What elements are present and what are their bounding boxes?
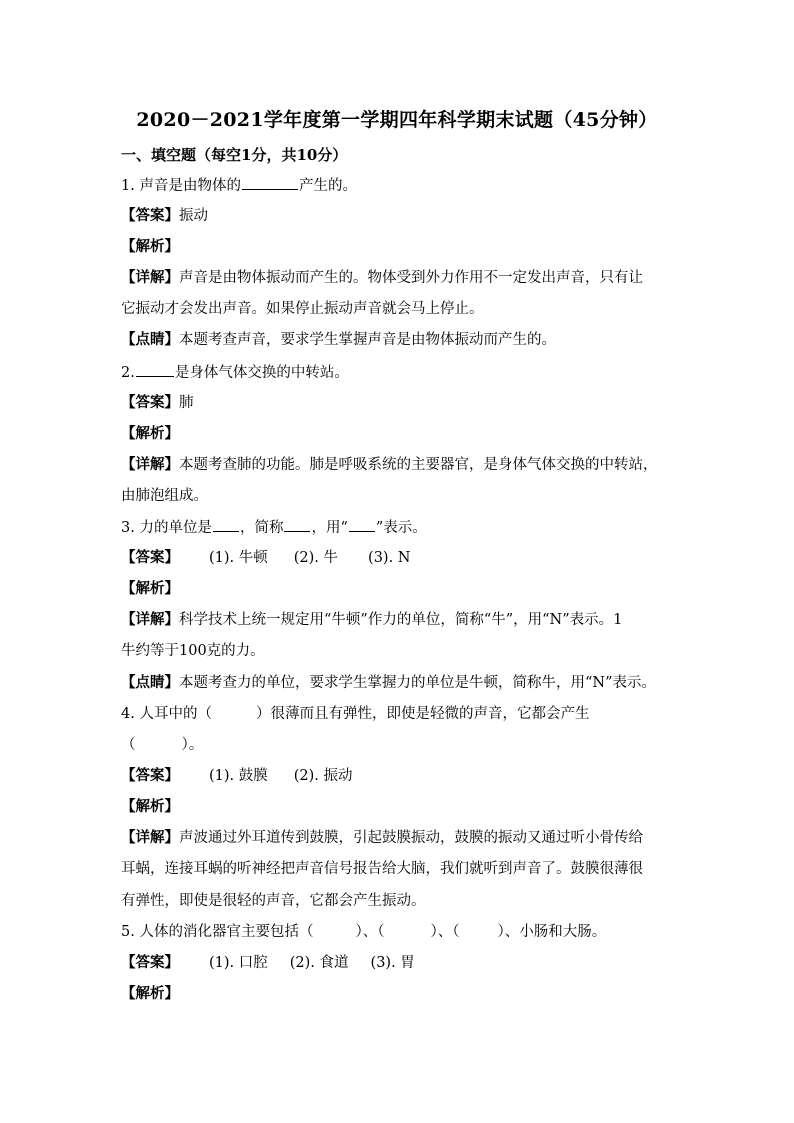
detail-1-cont: 它振动才会发出声音。如果停止振动声音就会马上停止。	[121, 301, 484, 317]
detail-4-cont: 耳蜗，连接耳蜗的听神经把声音信号报告给大脑，我们就听到声音了。鼓膜很薄很	[121, 861, 643, 877]
question-4: 4. 人耳中的（ ）很薄而且有弹性，即使是轻微的声音，它都会产生	[121, 706, 590, 722]
detail-3: 【详解】科学技术上统一规定用“牛顿”作力的单位，简称“牛”，用“N”表示。1	[121, 611, 623, 628]
answer-3: 【答案】 (1). 牛顿 (2). 牛 (3). N	[121, 549, 411, 566]
detail-2-cont: 由肺泡组成。	[121, 488, 208, 504]
analysis-label-3: 【解析】	[121, 580, 179, 597]
answer-blank	[284, 517, 310, 532]
question-2: 2. 是身体气体交换的中转站。	[121, 362, 681, 383]
answer-5: 【答案】 (1). 口腔 (2). 食道 (3). 胃	[121, 954, 415, 971]
question-1: 1. 声音是由物体的 产生的。	[121, 175, 681, 196]
analysis-label-1: 【解析】	[121, 238, 179, 255]
answer-blank	[349, 517, 375, 532]
answer-4: 【答案】 (1). 鼓膜 (2). 振动	[121, 767, 353, 784]
detail-3-cont: 牛约等于100克的力。	[121, 643, 265, 659]
analysis-label-5: 【解析】	[121, 985, 179, 1002]
detail-1: 【详解】声音是由物体振动而产生的。物体受到外力作用不一定发出声音，只有让	[121, 269, 643, 286]
question-5: 5. 人体的消化器官主要包括（ ）、（ ）、（ ）、小肠和大肠。	[121, 924, 607, 940]
answer-blank	[242, 175, 298, 190]
point-3: 【点睛】本题考查力的单位，要求学生掌握力的单位是牛顿，简称牛，用“N”表示。	[121, 674, 657, 691]
analysis-label-2: 【解析】	[121, 425, 179, 442]
detail-4-cont2: 有弹性，即使是很轻的声音，它都会产生振动。	[121, 893, 426, 909]
analysis-label-4: 【解析】	[121, 798, 179, 815]
question-3: 3. 力的单位是 ，简称 ，用“ ”表示。	[121, 517, 681, 538]
question-4-cont: （ ）。	[121, 737, 204, 753]
answer-blank	[136, 362, 174, 377]
section-heading: 一、填空题（每空1分，共10分）	[121, 146, 348, 164]
point-1: 【点睛】本题考查声音，要求学生掌握声音是由物体振动而产生的。	[121, 331, 556, 348]
answer-1: 【答案】振动	[121, 207, 208, 224]
detail-2: 【详解】本题考查肺的功能。肺是呼吸系统的主要器官，是身体气体交换的中转站，	[121, 456, 658, 473]
answer-blank	[213, 517, 239, 532]
page-title: 2020－2021学年度第一学期四年科学期末试题（45分钟）	[136, 109, 658, 131]
detail-4: 【详解】声波通过外耳道传到鼓膜，引起鼓膜振动，鼓膜的振动又通过听小骨传给	[121, 829, 643, 846]
answer-2: 【答案】肺	[121, 394, 194, 411]
